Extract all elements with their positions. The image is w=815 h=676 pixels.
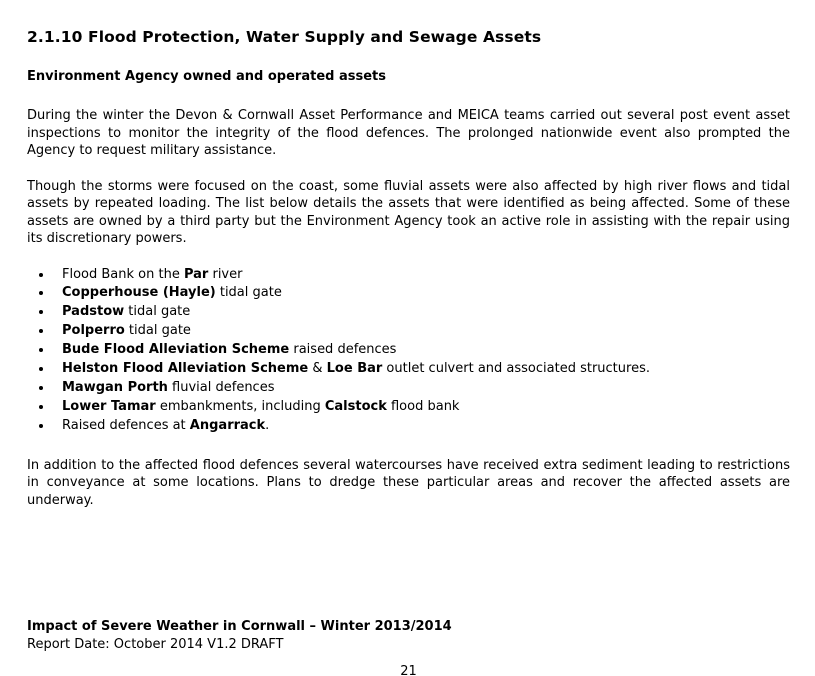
paragraph-sediment: In addition to the affected flood defences several watercourses have received extra sediment leading to restrictions in conveyance at some locations. Plans to dredge these particular areas and recover the affected assets are underway.: [27, 457, 790, 508]
subsection-heading: Environment Agency owned and operated assets: [27, 69, 386, 84]
paragraph-inspections: During the winter the Devon & Cornwall Asset Performance and MEICA teams carried out several post event asset inspections to monitor the integrity of the flood defences. The prolonged nationwide event also prompted the Agency to request military assistance.: [27, 108, 790, 158]
page-number: 21: [400, 664, 417, 676]
footer-report-date: Report Date: October 2014 V1.2 DRAFT: [27, 636, 284, 652]
list-item: • Bude Flood Alleviation Scheme raised defences: [53, 341, 790, 360]
list-item: • Lower Tamar embankments, including Calstock flood bank: [53, 398, 790, 417]
paragraph-storms: Though the storms were focused on the coast, some fluvial assets were also affected by high river flows and tidal assets by repeated loading. The list below details the assets that were identified as being affected. Some of these assets are owned by a third party but the Environment Agency took an active role in assisting with the repair using its discretionary powers.: [27, 178, 790, 246]
list-item: • Raised defences at Angarrack.: [53, 417, 790, 436]
affected-assets-list: [27, 266, 790, 436]
list-item: • Helston Flood Alleviation Scheme & Loe Bar outlet culvert and associated structures.: [53, 360, 790, 379]
list-item: • Mawgan Porth fluvial defences: [53, 379, 790, 398]
list-item: • Copperhouse (Hayle) tidal gate: [53, 284, 790, 303]
section-heading: 2.1.10 Flood Protection, Water Supply and Sewage Assets: [27, 28, 542, 46]
list-item: • Flood Bank on the Par river: [53, 266, 790, 285]
page-footer: [27, 619, 790, 676]
list-item: • Padstow tidal gate: [53, 303, 790, 322]
footer-report-title: Impact of Severe Weather in Cornwall – Winter 2013/2014: [27, 619, 452, 635]
list-item: • Polperro tidal gate: [53, 322, 790, 341]
